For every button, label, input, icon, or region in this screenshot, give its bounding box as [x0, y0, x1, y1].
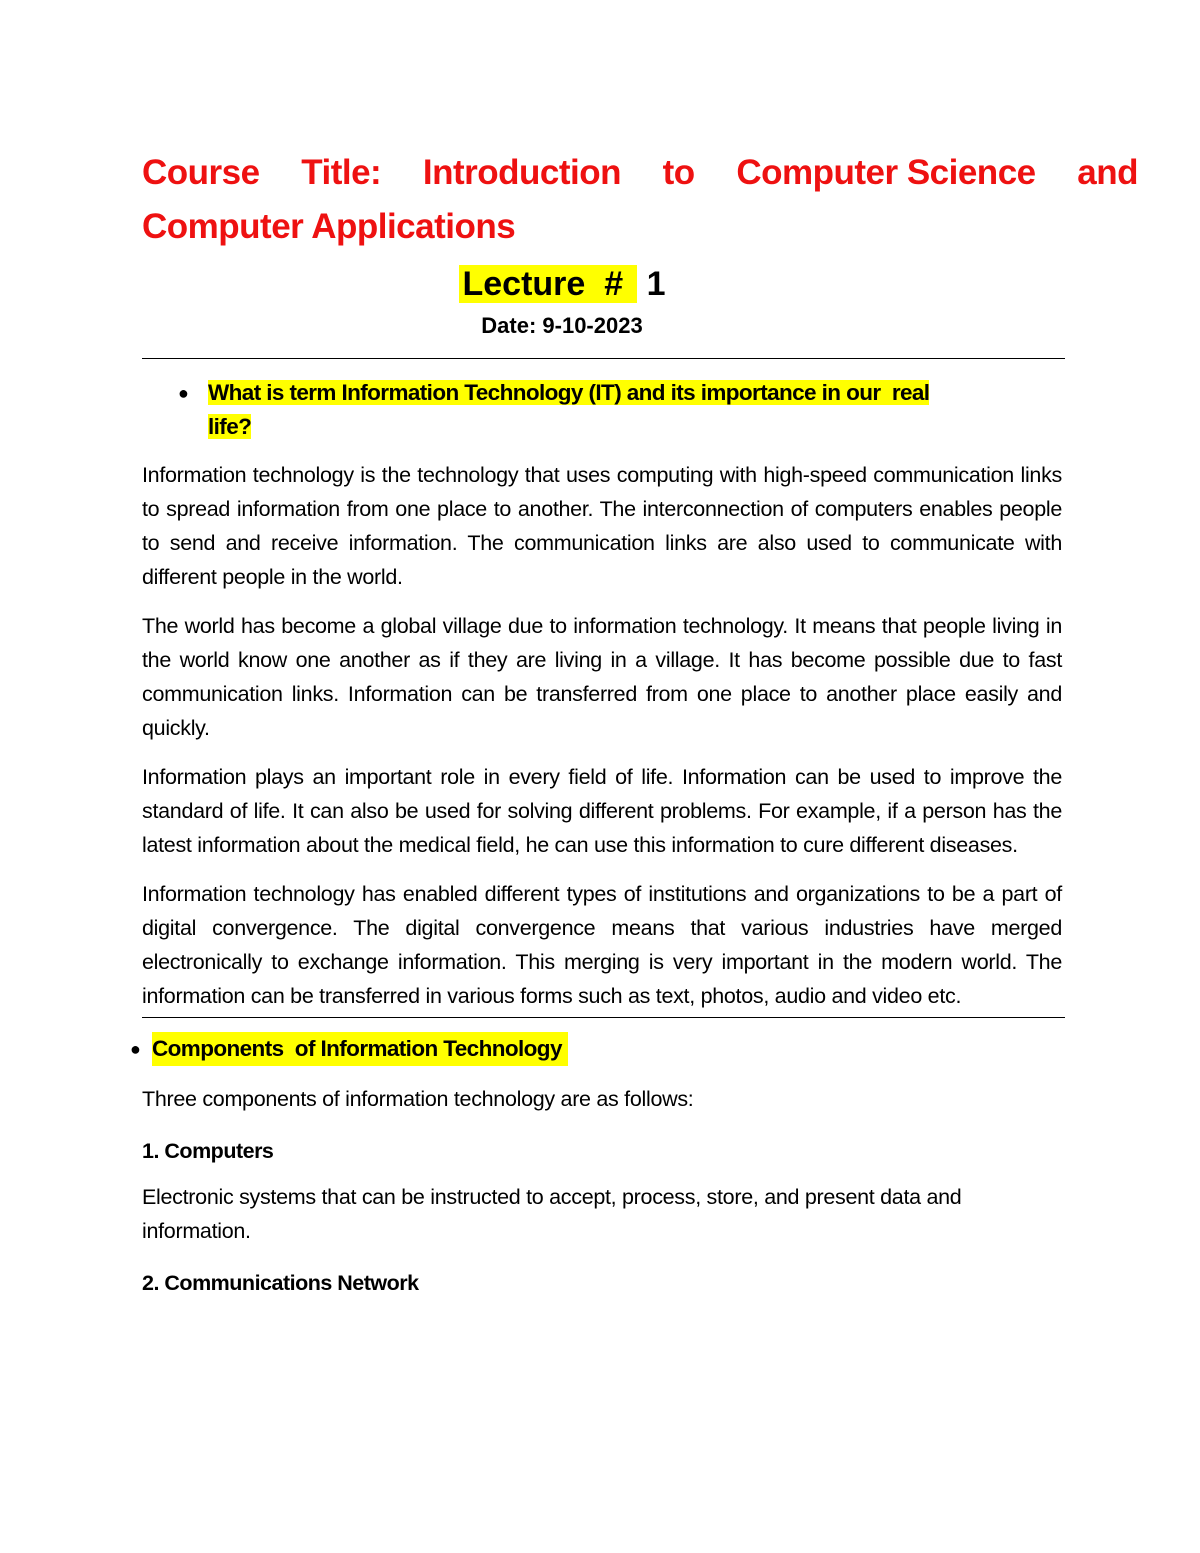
lecture-date: Date: 9-10-2023 [481, 313, 643, 338]
paragraph: Information plays an important role in every field of life. Information can be used to improve the standard of life. It can also be used for solving different problems. For example, if a person has the latest information about the medical field, he can use this information to cure different diseases. [142, 765, 1062, 857]
section1-heading-line2: life? [208, 414, 252, 439]
bullet-icon: ● [130, 1039, 141, 1059]
section2-heading-text: Components of Information Technology [152, 1032, 568, 1066]
title-word: Introduction [422, 153, 621, 192]
paragraph: The world has become a global village due to information technology. It means that people living in the world know one another as if they are living in a village. It has become possible due to fast communication links. Information can be transferred from one place to another place easily and quickly. [142, 614, 1062, 740]
title-word: Computer Science [736, 153, 1036, 192]
paragraph: Information technology is the technology that uses computing with high-speed communication links to spread information from one place to another. The interconnection of computers enables people to send and receive information. The communication links are also used to communicate with different people in the world. [142, 463, 1062, 589]
item1-title: 1. Computers [142, 1139, 274, 1163]
item1-text [142, 1180, 1062, 1248]
lecture-number: 1 [646, 265, 666, 303]
title-word: to [662, 153, 695, 192]
divider [142, 358, 1065, 359]
item1-text-line1: Electronic systems that can be instructed to accept, process, store, and present data and [142, 1185, 962, 1209]
section1-heading-line1: What is term Information Technology (IT) and its importance in our real [208, 380, 930, 405]
section1-body [142, 458, 1062, 1013]
section1-heading [178, 376, 1058, 444]
lecture-header [0, 260, 1124, 340]
bullet-icon: ● [178, 383, 189, 403]
lecture-heading [0, 260, 1124, 308]
title-word: Course [142, 153, 260, 192]
title-word: and [1077, 153, 1138, 192]
course-title-line2: Computer Applications [142, 207, 516, 246]
lecture-label: Lecture # [459, 265, 638, 303]
item2-title: 2. Communications Network [142, 1271, 419, 1295]
item1-text-line2: information. [142, 1219, 251, 1243]
title-word: Title: [301, 153, 382, 192]
document-content [130, 146, 1138, 1300]
course-title [142, 146, 1138, 254]
section2-intro: Three components of information technology are as follows: [142, 1087, 694, 1111]
paragraph: Information technology has enabled different types of institutions and organizations to be a part of digital convergence. The digital convergence means that various industries have merged electronically to exchange information. This merging is very important in the modern world. The information can be transferred in various forms such as text, photos, audio and video etc. [142, 882, 1062, 1008]
section2-heading [130, 1032, 1062, 1066]
divider [142, 1017, 1065, 1018]
